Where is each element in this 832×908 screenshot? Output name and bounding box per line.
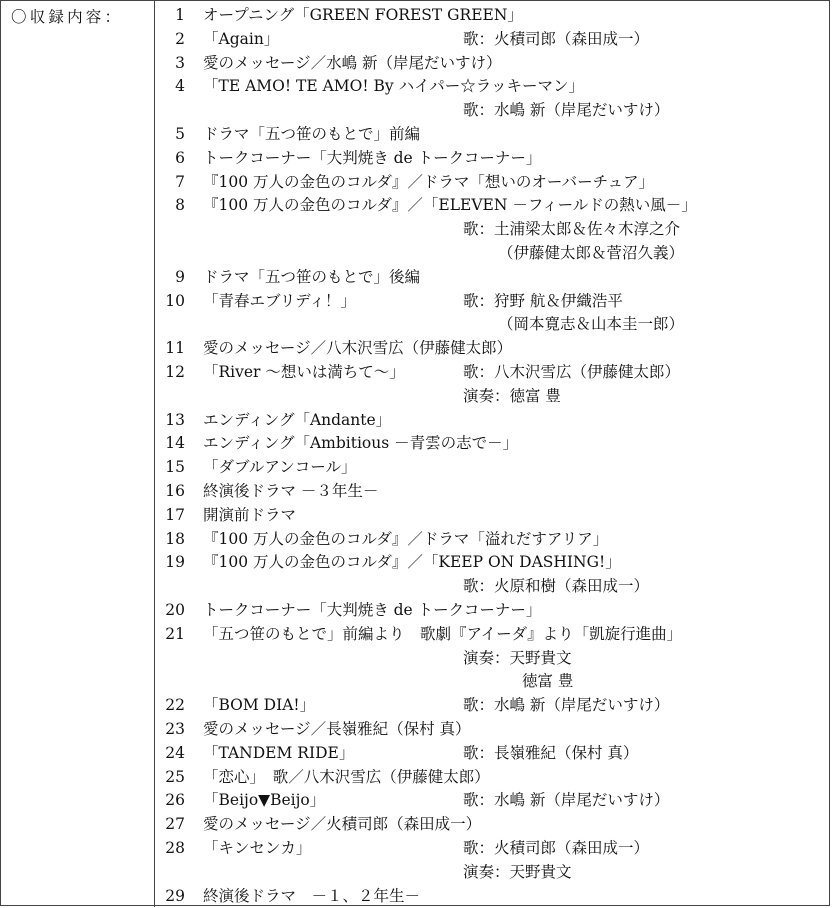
track-credit: 歌：火積司郎（森田成一）	[463, 839, 650, 857]
track-title: 「キンセンカ」	[203, 839, 312, 857]
track-credit: 歌：長嶺雅紀（保村 真）	[463, 743, 639, 762]
track-title: 愛のメッセージ／火積司郎（森田成一）	[203, 815, 482, 834]
track-title: 「Beijo▼Beijo」	[203, 791, 326, 810]
track-title: 「五つ笹のもとで」前編より 歌劇『アイーダ』より「凱旋行進曲」	[203, 624, 683, 643]
track-number: 3	[175, 53, 185, 72]
track-credit: 歌：狩野 航＆伊織浩平	[463, 291, 623, 310]
track-credit: （伊藤健太郎＆菅沼久義）	[498, 244, 685, 262]
track-number: 22	[165, 696, 185, 715]
track-title: 愛のメッセージ／水嶋 新（岸尾だいすけ）	[203, 53, 502, 72]
track-number: 5	[175, 125, 185, 143]
track-title: オープニング「GREEN FOREST GREEN」	[203, 6, 523, 24]
track-title: 「青春エブリディ！」	[203, 291, 356, 310]
track-title: 「Again」	[203, 29, 280, 48]
track-number: 7	[175, 172, 185, 191]
track-number: 25	[165, 767, 185, 786]
track-title: 『100 万人の金色のコルダ』／ドラマ「想いのオーバーチュア」	[203, 172, 655, 191]
track-number: 26	[165, 791, 185, 810]
track-credit: 徳富 豊	[522, 672, 574, 691]
track-title: 「恋心」 歌／八木沢雪広（伊藤健太郎）	[203, 767, 490, 786]
track-number: 21	[165, 624, 185, 643]
track-title: 「River ～想いは満ちて～」	[203, 363, 405, 381]
track-number: 16	[165, 482, 185, 500]
track-number: 14	[165, 434, 185, 453]
track-number: 18	[165, 529, 185, 548]
track-title: ドラマ「五つ笹のもとで」前編	[203, 125, 421, 143]
track-number: 13	[165, 410, 185, 429]
track-number: 23	[165, 720, 185, 738]
track-title: 終演後ドラマ －１、２年生－	[203, 886, 421, 905]
track-number: 19	[165, 553, 185, 572]
track-title: 愛のメッセージ／長嶺雅紀（保村 真）	[203, 720, 471, 738]
track-number: 10	[165, 291, 185, 310]
track-title: 『100 万人の金色のコルダ』／ドラマ「溢れだすアリア」	[203, 529, 609, 548]
track-number: 2	[175, 29, 185, 48]
track-credit: 歌：水嶋 新（岸尾だいすけ）	[463, 791, 670, 810]
track-title: トークコーナー「大判焼き de トークコーナー」	[203, 148, 542, 167]
track-title: ドラマ「五つ笹のもとで」後編	[203, 267, 421, 286]
contents-label: 〇収録内容：	[11, 8, 124, 26]
track-number: 12	[165, 363, 185, 381]
track-credit: 演奏：徳富 豊	[463, 386, 561, 405]
track-credit: 歌：八木沢雪広（伊藤健太郎）	[463, 363, 681, 381]
track-number: 29	[165, 886, 185, 905]
track-title: 「TE AMO! TE AMO! By ハイパー☆ラッキーマン」	[203, 77, 584, 96]
track-number: 9	[175, 267, 185, 286]
track-number: 24	[165, 743, 185, 762]
track-number: 28	[165, 839, 185, 857]
track-number: 20	[165, 601, 185, 619]
track-title: 「TANDEM RIDE」	[203, 743, 355, 762]
track-number: 27	[165, 815, 185, 834]
track-number: 1	[175, 6, 185, 24]
track-credit: 演奏：天野貴文	[463, 862, 572, 881]
track-title: 終演後ドラマ －３年生－	[203, 482, 379, 500]
track-title: トークコーナー「大判焼き de トークコーナー」	[203, 601, 542, 619]
track-number: 15	[165, 458, 185, 477]
track-number: 6	[175, 148, 185, 167]
track-title: エンディング「Ambitious －青雲の志で－」	[203, 434, 519, 453]
track-number: 11	[165, 339, 185, 358]
track-title: エンディング「Andante」	[203, 410, 392, 429]
track-credit: 歌：火積司郎（森田成一）	[463, 29, 650, 48]
track-credit: 歌：水嶋 新（岸尾だいすけ）	[463, 101, 670, 120]
track-credit: 演奏：天野貴文	[463, 648, 572, 667]
track-title: 「BOM DIA!」	[203, 696, 316, 715]
track-number: 8	[175, 196, 185, 215]
track-title: 『100 万人の金色のコルダ』／「ELEVEN －フィールドの熱い風－」	[203, 196, 697, 215]
track-credit: 歌：火原和樹（森田成一）	[463, 577, 650, 596]
track-number: 4	[175, 77, 185, 96]
track-credit: 歌：土浦梁太郎＆佐々木淳之介	[463, 220, 681, 239]
track-credit: （岡本寛志＆山本圭一郎）	[498, 315, 685, 334]
track-credit: 歌：水嶋 新（岸尾だいすけ）	[463, 696, 670, 715]
track-title: 『100 万人の金色のコルダ』／「KEEP ON DASHING!」	[203, 553, 621, 572]
track-title: 開演前ドラマ	[203, 505, 297, 524]
label-cell	[1, 1, 155, 907]
track-title: 「ダブルアンコール」	[203, 458, 357, 477]
track-number: 17	[165, 505, 185, 524]
track-title: 愛のメッセージ／八木沢雪広（伊藤健太郎）	[203, 339, 513, 358]
